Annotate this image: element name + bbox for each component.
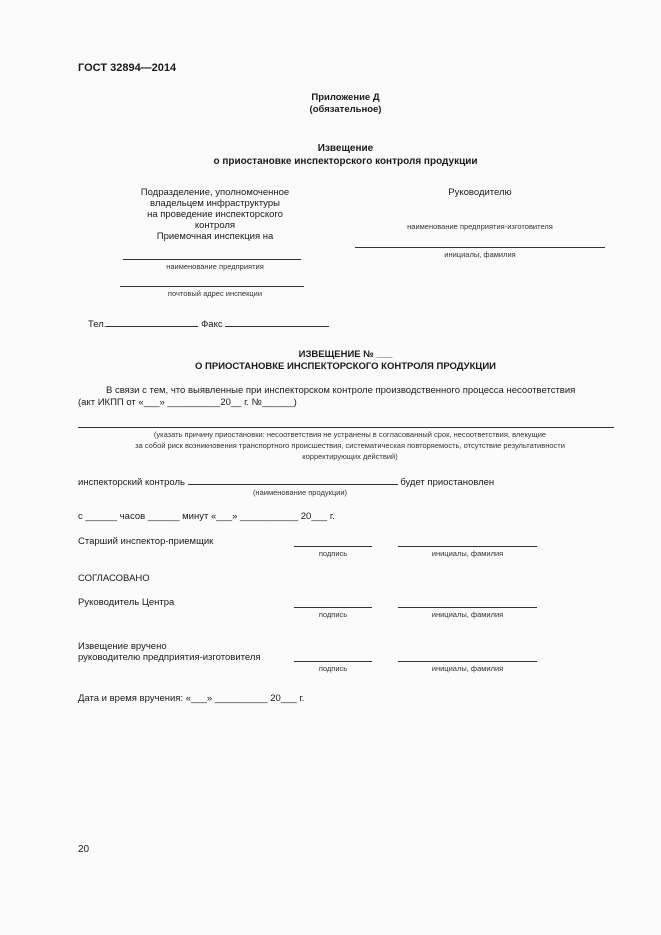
manufacturer-caption: наименование предприятия-изготовителя — [407, 222, 553, 231]
center-head-label: Руководитель Центра — [78, 597, 175, 608]
notice-subtitle: О ПРИОСТАНОВКЕ ИНСПЕКТОРСКОГО КОНТРОЛЯ ПРОДУКЦИИ — [195, 361, 496, 372]
delivered-label: Извещение вручено — [78, 641, 167, 652]
sign-caption: подпись — [318, 664, 348, 673]
fax-field[interactable] — [225, 317, 329, 327]
manager-name-field[interactable] — [355, 247, 605, 248]
left-line: Подразделение, уполномоченное — [140, 187, 290, 198]
manager-name-caption: инициалы, фамилия — [444, 250, 516, 259]
control-row — [78, 475, 494, 488]
suspension-time-line[interactable]: с ______ часов ______ минут «___» ___________ 20___ г. — [78, 511, 335, 522]
enterprise-name-caption: наименование предприятия — [166, 262, 264, 271]
center-head-name-field[interactable] — [398, 607, 537, 608]
inspector-name-field[interactable] — [398, 546, 537, 547]
right-title: Руководителю — [448, 187, 512, 198]
contacts-row — [88, 317, 329, 330]
doc-subtitle: о приостановке инспекторского контроля продукции — [213, 156, 478, 167]
inspector-label: Старший инспектор-приемщик — [78, 536, 214, 547]
delivered-label: руководителю предприятия-изготовителя — [78, 652, 261, 663]
reason-caption: корректирующих действий) — [302, 452, 398, 461]
center-head-signature-field[interactable] — [294, 607, 372, 608]
left-line: Приемочная инспекция на — [156, 231, 274, 242]
delivered-name-field[interactable] — [398, 661, 537, 662]
reason-field[interactable] — [78, 427, 614, 428]
fax-label: Факс — [201, 319, 223, 330]
name-caption: инициалы, фамилия — [431, 549, 504, 558]
appendix-type: (обязательное) — [309, 104, 382, 115]
enterprise-name-field[interactable] — [123, 259, 301, 260]
sign-caption: подпись — [318, 610, 348, 619]
inspector-signature-field[interactable] — [294, 546, 372, 547]
reason-caption: за собой риск возникновения транспортного происшествия, систематическая повторяемость, отсутствие результативности — [135, 441, 565, 450]
product-caption: (наименование продукции) — [252, 488, 348, 497]
postal-address-field[interactable] — [120, 286, 304, 287]
tel-field[interactable] — [106, 317, 198, 327]
left-line: владельцем инфраструктуры — [150, 198, 280, 209]
control-prefix: инспекторский контроль — [78, 477, 185, 488]
left-line: контроля — [194, 220, 236, 231]
reason-caption: (указать причину приостановки: несоответствия не устранены в согласованный срок, несоответствия, влекущие — [153, 430, 547, 439]
doc-title: Извещение — [317, 143, 374, 154]
sign-caption: подпись — [318, 549, 348, 558]
notice-paragraph-line1: В связи с тем, что выявленные при инспекторском контроле производственного процесса несоответствия — [106, 385, 576, 396]
page-number: 20 — [78, 844, 90, 855]
left-line: на проведение инспекторского — [147, 209, 283, 220]
delivered-signature-field[interactable] — [294, 661, 372, 662]
delivery-date-line[interactable]: Дата и время вручения: «___» __________ 20___ г. — [78, 693, 305, 704]
control-suffix: будет приостановлен — [400, 477, 495, 488]
agreed-label: СОГЛАСОВАНО — [78, 573, 150, 584]
notice-title: ИЗВЕЩЕНИЕ № ___ — [298, 349, 393, 360]
postal-address-caption: почтовый адрес инспекции — [167, 289, 263, 298]
notice-paragraph-line2: (акт ИКПП от «___» __________20__ г. №______) — [78, 397, 297, 408]
tel-label: Тел. — [88, 319, 107, 330]
product-name-field[interactable] — [188, 475, 398, 485]
appendix-title: Приложение Д — [311, 92, 380, 103]
standard-header: ГОСТ 32894—2014 — [78, 62, 177, 74]
name-caption: инициалы, фамилия — [431, 610, 504, 619]
name-caption: инициалы, фамилия — [431, 664, 504, 673]
